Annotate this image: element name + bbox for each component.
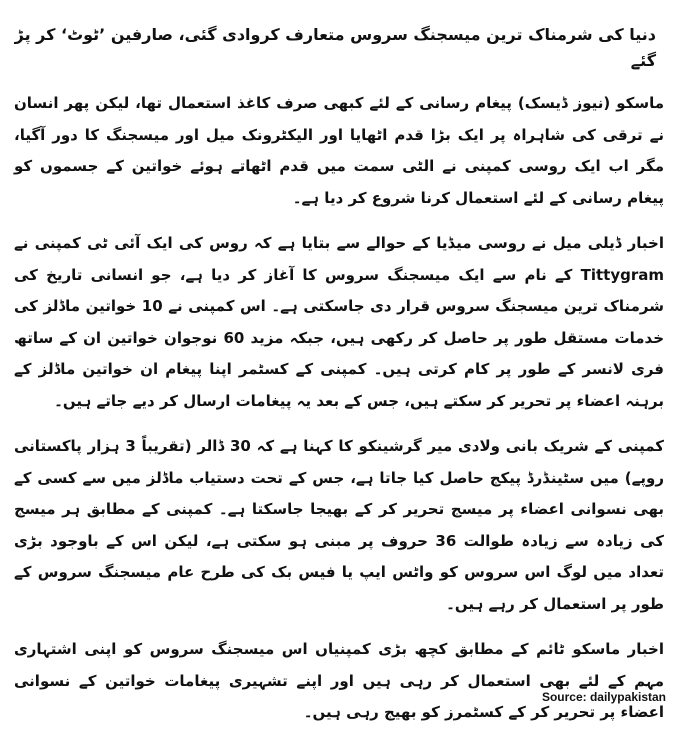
source-credit: Source: dailypakistan (541, 690, 666, 704)
article-paragraph-3: کمپنی کے شریک بانی ولادی میر گرشینکو کا کہنا ہے کہ 30 ڈالر (تقریباً 3 ہزار پاکستانی روپے) میں سٹینڈرڈ پیکج حاصل کیا جاتا ہے، جس کے تحت دستیاب ماڈلز میں سے کسی کے بھی نسوانی اعضاء پر میسج تحریر کر کے بھیجا جاسکتا ہے۔ کمپنی کے مطابق ہر میسج کی زیادہ سے زیادہ طوالت 36 حروف پر مبنی ہو سکتی ہے، لیکن اس کے باوجود بڑی تعداد میں لوگ اس سروس کو واٹس ایپ یا فیس بک کی طرح عام میسجنگ سروس کے طور پر استعمال کر رہے ہیں۔ (14, 437, 665, 613)
article-headline: دنیا کی شرمناک ترین میسجنگ سروس متعارف کروادی گئی، صارفین ’ٹوٹ‘ کر پڑ گئے (14, 25, 656, 70)
article-paragraph-2: اخبار ڈیلی میل نے روسی میڈیا کے حوالے سے بتایا ہے کہ روس کی ایک آئی ٹی کمپنی نے Tittygram کے نام سے ایک میسجنگ سروس کا آغاز کر دیا ہے، جو انسانی تاریخ کی شرمناک ترین میسجنگ سروس قرار دی جاسکتی ہے۔ اس کمپنی نے 10 خواتین ماڈلز کی خدمات مستقل طور پر حاصل کر رکھی ہیں، جبکہ مزید 60 نوجوان خواتین ان کے ساتھ فری لانسر کے طور پر کام کرتی ہیں۔ کمپنی کے کسٹمر اپنا پیغام ان خواتین ماڈلز کے برہنہ اعضاء پر تحریر کر سکتے ہیں، جس کے بعد یہ پیغامات ارسال کر دیے جاتے ہیں۔ (14, 234, 665, 410)
article-paragraph-4: اخبار ماسکو ٹائم کے مطابق کچھ بڑی کمپنیاں اس میسجنگ سروس کو اپنی اشتہاری مہم کے لئے بھی استعمال کر رہی ہیں اور اپنے تشہیری پیغامات خواتین کے نسوانی اعضاء پر تحریر کر کے کسٹمرز کو بھیج رہی ہیں۔ (14, 640, 664, 721)
article (14, 22, 664, 743)
article-paragraph-1: ماسکو (نیوز ڈیسک) پیغام رسانی کے لئے کبھی صرف کاغذ استعمال تھا، لیکن پھر انسان نے ترقی کی شاہراہ پر ایک بڑا قدم اٹھایا اور الیکٹرونک میل اور میسجنگ کا دور آگیا، مگر اب ایک روسی کمپنی نے الٹی سمت میں قدم اٹھاتے ہوئے خواتین کے جسموں کو پیغام رسانی کے لئے استعمال کرنا شروع کر دیا ہے۔ (14, 94, 664, 207)
